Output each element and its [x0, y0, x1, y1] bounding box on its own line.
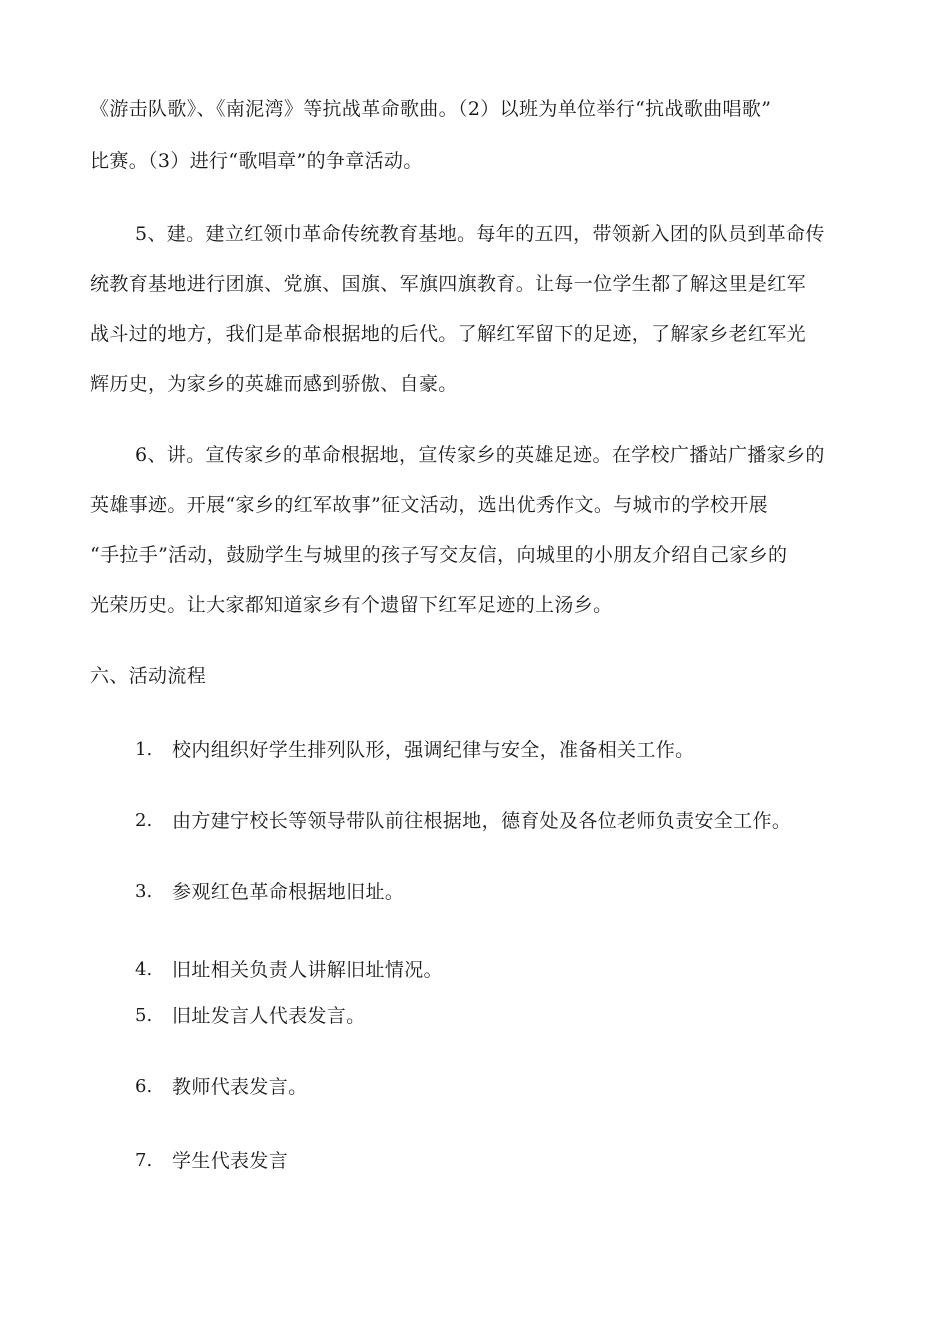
paragraph-5-line-4: 辉历史，为家乡的英雄而感到骄傲、自豪。: [90, 373, 458, 395]
step-number: 7.: [135, 1150, 153, 1171]
step-text: 旧址发言人代表发言。: [172, 1005, 366, 1027]
paragraph-5-line-1: 5、建。建立红领巾革命传统教育基地。每年的五四，带领新入团的队员到革命传: [135, 223, 825, 245]
paragraph-4-line-2: 比赛。（3）进行“歌唱章”的争章活动。: [90, 150, 423, 172]
step-number: 6.: [135, 1076, 153, 1097]
step-number: 4.: [135, 959, 153, 980]
step-number: 1.: [135, 739, 153, 760]
section-heading: 六、活动流程: [90, 665, 207, 687]
paragraph-5-line-2: 统教育基地进行团旗、党旗、国旗、军旗四旗教育。让每一位学生都了解这里是红军: [90, 273, 806, 295]
step-text: 参观红色革命根据地旧址。: [172, 881, 405, 903]
paragraph-4-line-1: 《游击队歌》、《南泥湾》等抗战革命歌曲。（2）以班为单位举行“抗战歌曲唱歌”: [90, 98, 772, 120]
step-text: 学生代表发言: [172, 1150, 289, 1172]
paragraph-5-line-3: 战斗过的地方，我们是革命根据地的后代。了解红军留下的足迹，了解家乡老红军光: [90, 323, 806, 345]
paragraph-6-line-1: 6、讲。宣传家乡的革命根据地，宣传家乡的英雄足迹。在学校广播站广播家乡的: [135, 444, 825, 466]
step-text: 教师代表发言。: [172, 1076, 308, 1098]
step-text: 旧址相关负责人讲解旧址情况。: [172, 959, 443, 981]
step-number: 5.: [135, 1005, 153, 1026]
step-text: 校内组织好学生排列队形，强调纪律与安全，准备相关工作。: [172, 739, 695, 761]
step-number: 3.: [135, 881, 153, 902]
paragraph-6-line-3: “手拉手”活动，鼓励学生与城里的孩子写交友信，向城里的小朋友介绍自己家乡的: [90, 544, 788, 566]
step-number: 2.: [135, 810, 153, 831]
step-text: 由方建宁校长等领导带队前往根据地，德育处及各位老师负责安全工作。: [172, 810, 792, 832]
paragraph-6-line-2: 英雄事迹。开展“家乡的红军故事”征文活动，选出优秀作文。与城市的学校开展: [90, 494, 769, 516]
paragraph-6-line-4: 光荣历史。让大家都知道家乡有个遗留下红军足迹的上汤乡。: [90, 594, 613, 616]
